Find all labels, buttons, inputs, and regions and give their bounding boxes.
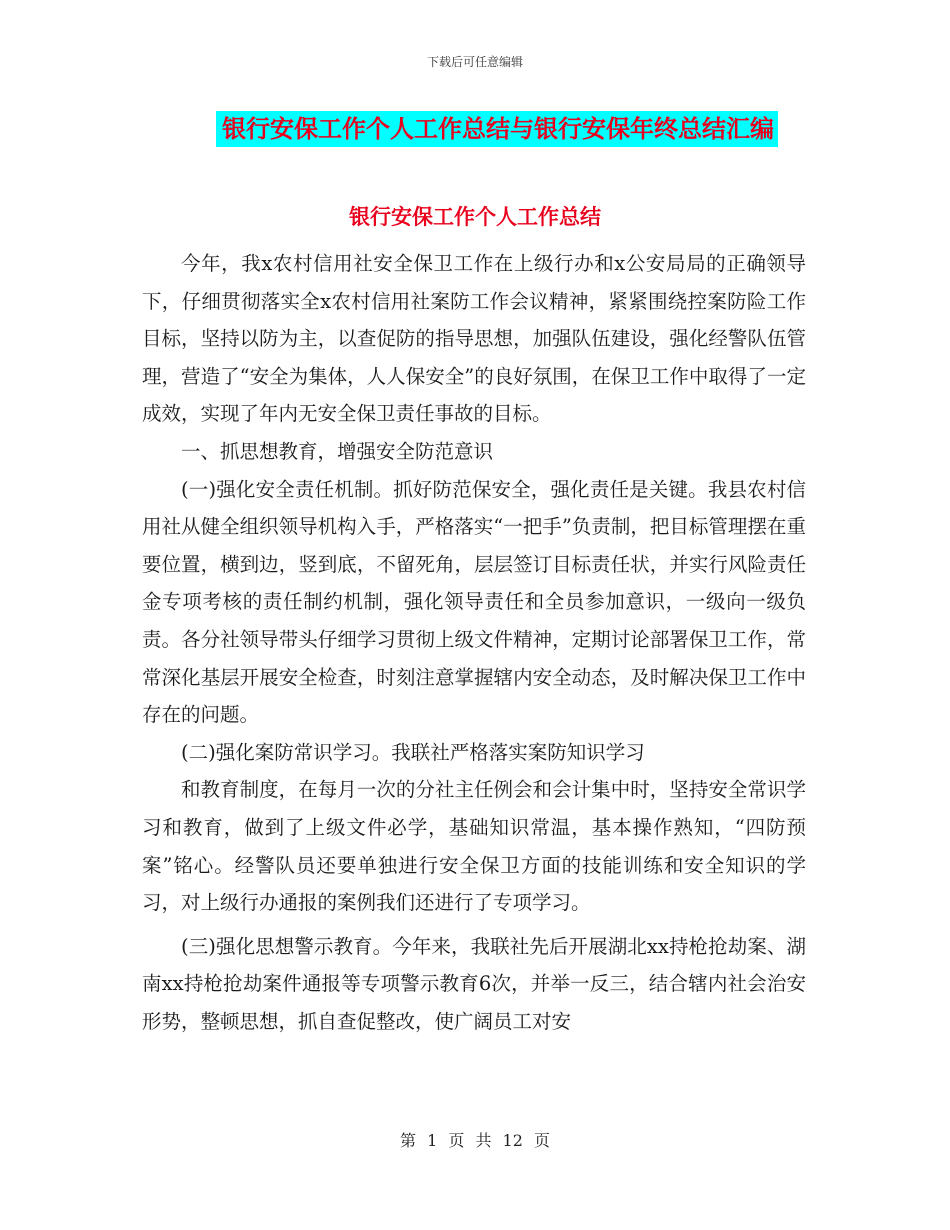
section-title: 银行安保工作个人工作总结 (349, 205, 601, 229)
page-header-note: 下载后可任意编辑 (426, 55, 523, 69)
document-title-container (0, 111, 950, 147)
paragraph-case-prevention-heading: (二)强化案防常识学习。我联社严格落实案防知识学习 (181, 740, 645, 764)
document-title: 银行安保工作个人工作总结与银行安保年终总结汇编 (216, 111, 778, 147)
body-text (142, 245, 806, 1040)
page-number: 第 1 页 共 12 页 (400, 1131, 550, 1150)
paragraph-intro: 今年，我x农村信用社安全保卫工作在上级行办和x公安局局的正确领导下，仔细贯彻落实全x农村信用社案防工作会议精神，紧紧围绕控案防险工作目标，坚持以防为主，以查促防的指导思想，加强队伍建设，强化经警队伍管理，营造了“安全为集体，人人保安全”的良好氛围，在保卫工作中取得了一定成效，实现了年内无安全保卫责任事故的目标。 (142, 252, 806, 426)
paragraph-responsibility: (一)强化安全责任机制。抓好防范保安全，强化责任是关键。我县农村信用社从健全组织领导机构入手，严格落实“一把手”负责制，把目标管理摆在重要位置，横到边，竖到底，不留死角，层层签订目标责任状，并实行风险责任金专项考核的责任制约机制，强化领导责任和全员参加意识，一级向一级负责。各分社领导带头仔细学习贯彻上级文件精神，定期讨论部署保卫工作，常常深化基层开展安全检查，时刻注意掌握辖内安全动态，及时解决保卫工作中存在的问题。 (142, 477, 806, 727)
paragraph-warning-education: (三)强化思想警示教育。今年来，我联社先后开展湖北xx持枪抢劫案、湖南xx持枪抢劫案件通报等专项警示教育6次，并举一反三，结合辖内社会治安形势，整顿思想，抓自查促整改，使广阔员工对安 (142, 934, 806, 1033)
paragraph-case-prevention-body: 和教育制度，在每月一次的分社主任例会和会计集中时，坚持安全常识学习和教育，做到了上级文件必学，基础知识常温，基本操作熟知，“四防预案”铭心。经警队员还要单独进行安全保卫方面的技能训练和安全知识的学习，对上级行办通报的案例我们还进行了专项学习。 (142, 778, 806, 915)
paragraph-heading-1: 一、抓思想教育，增强安全防范意识 (181, 439, 494, 463)
